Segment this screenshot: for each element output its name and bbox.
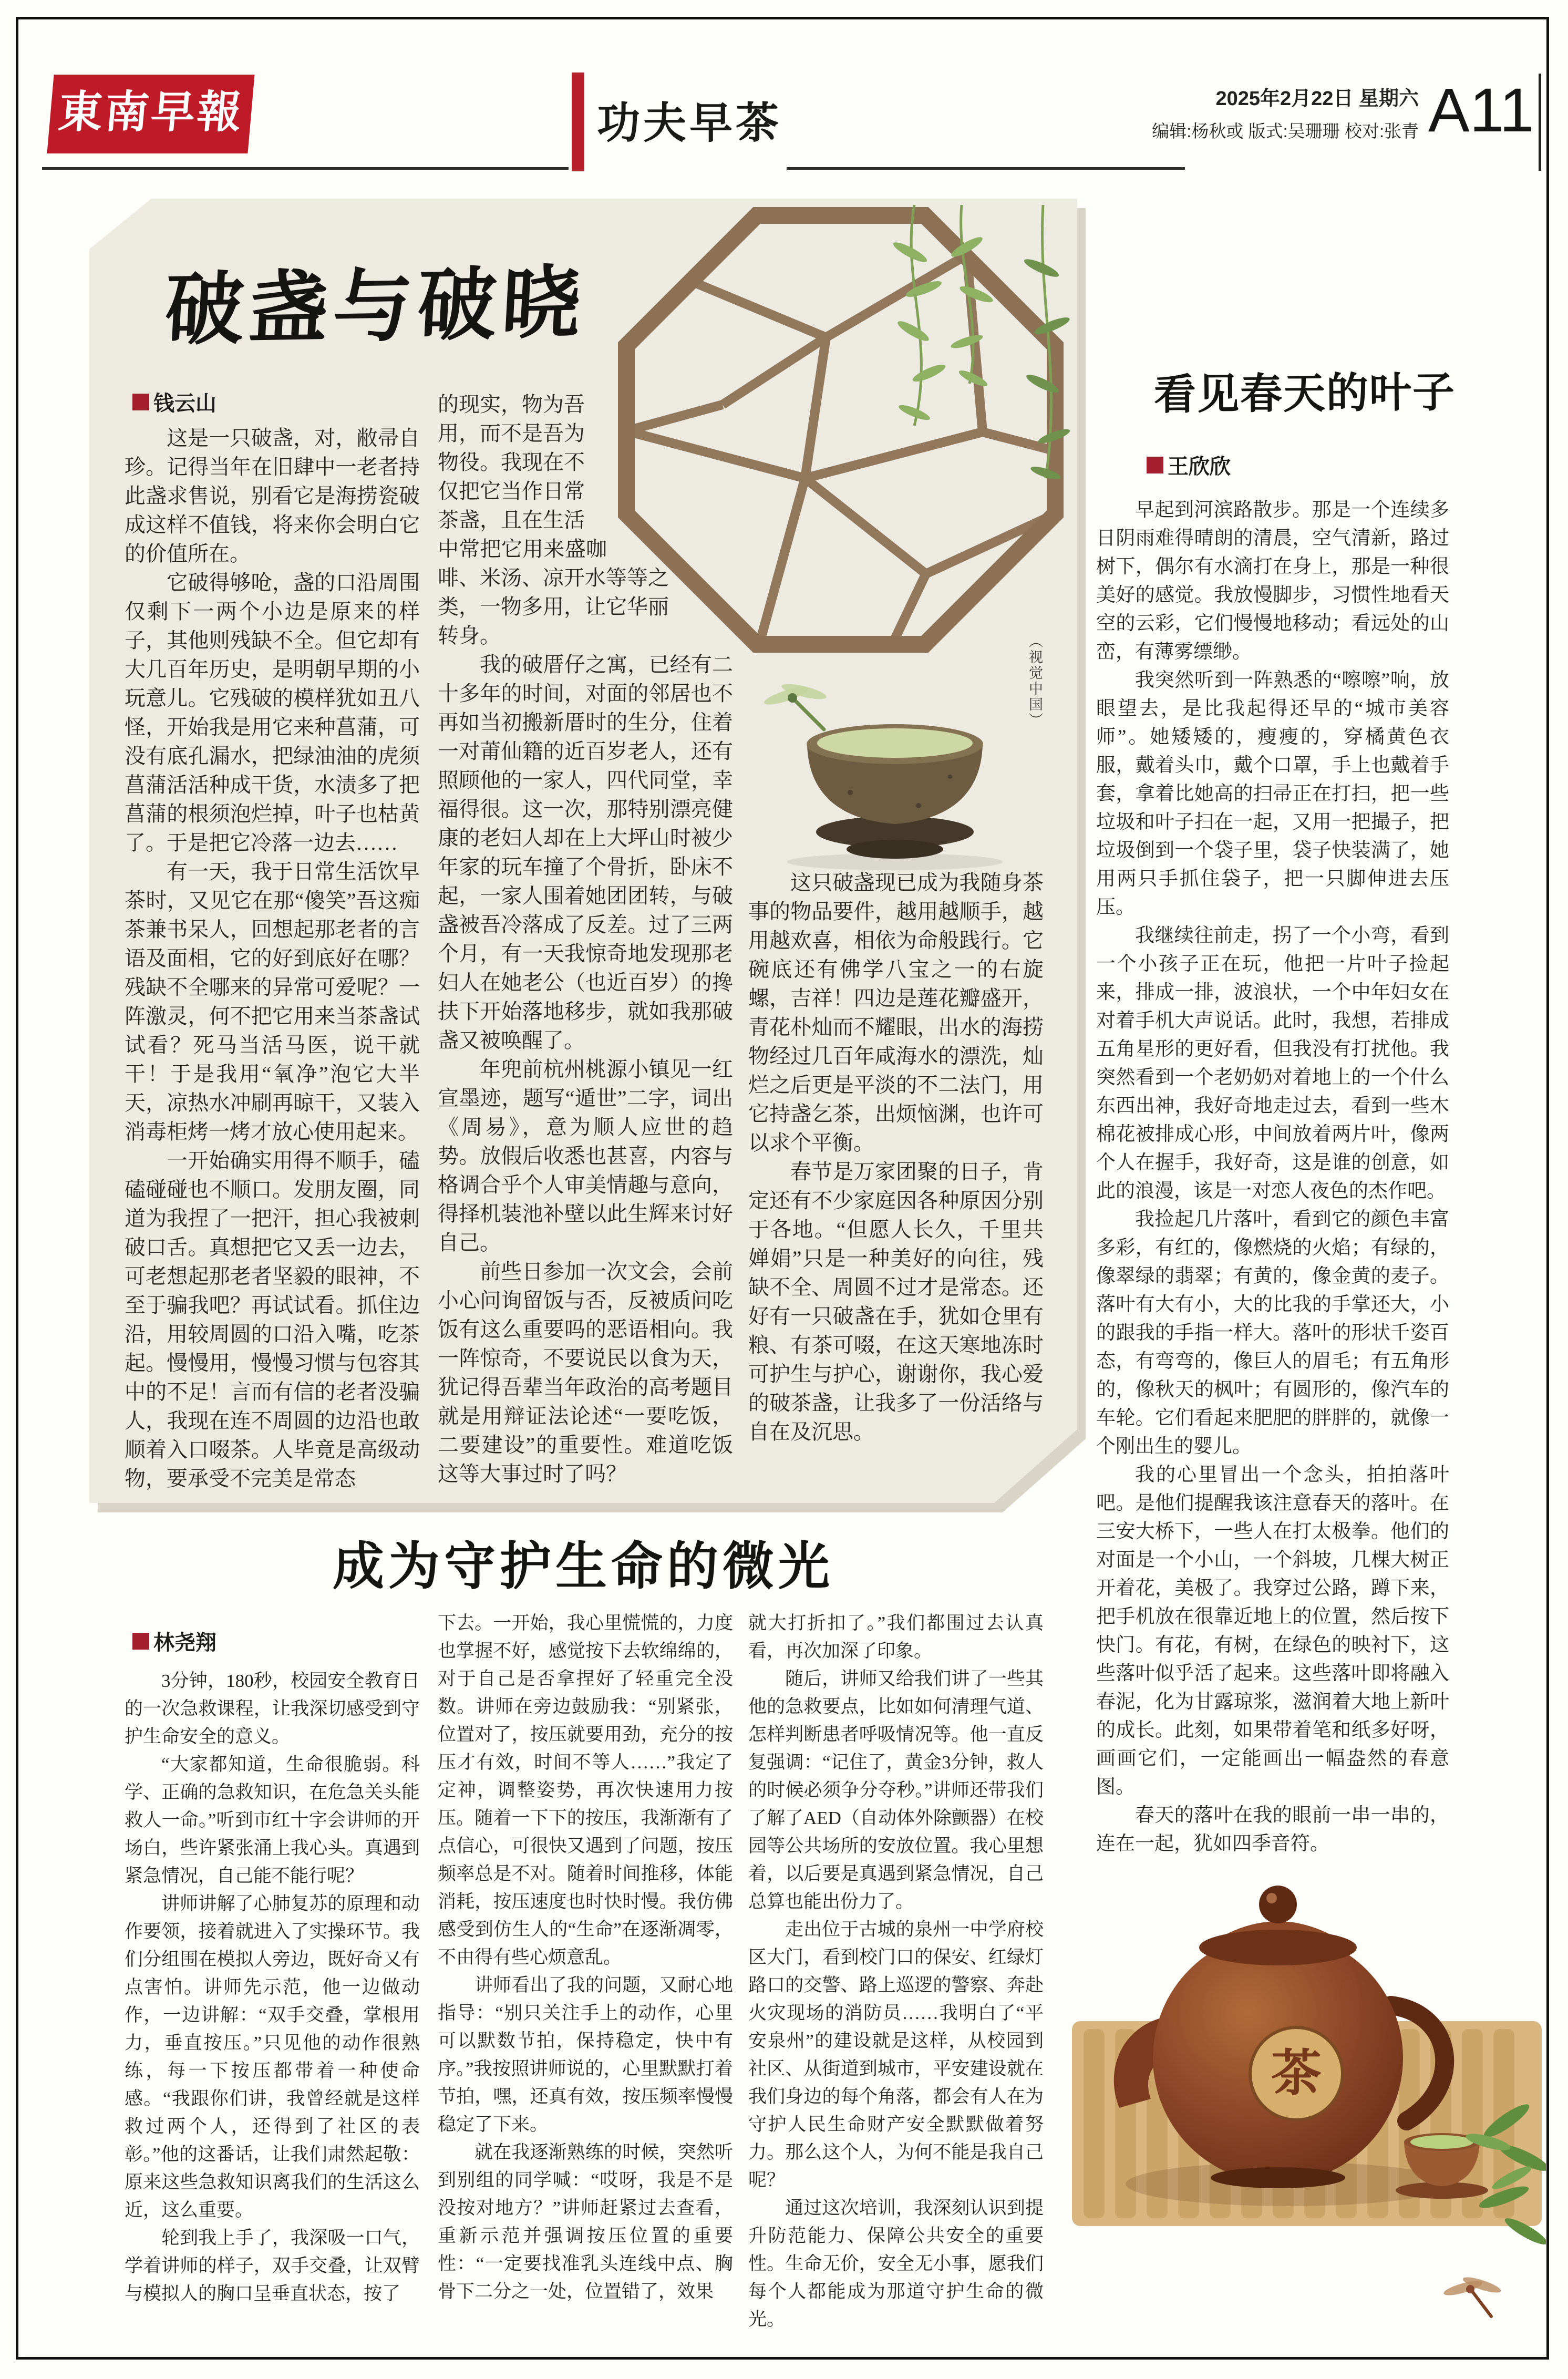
text-wrap-spacer <box>669 563 733 621</box>
paragraph: 随后，讲师又给我们讲了一些其他的急救要点，比如如何清理气道、怎样判断患者呼吸情况等。他一直反复强调：“记住了，黄金3分钟，救人的时候必须争分夺秒。”讲师还带我们了解了AED（自动体外除颤器）在校园等公共场所的安放位置。我心里想着，以后要是真遇到紧急情况，自己总算也能出份力了。 <box>748 1669 1044 1912</box>
text-wrap-spacer <box>607 534 733 563</box>
photo-credit-caption: （视觉中国） <box>1027 634 1043 728</box>
article1-title: 破盏与破晓 <box>162 260 589 355</box>
paragraph: 就大打折扣了。”我们都围过去认真看，再次加深了印象。 <box>748 1613 1044 1661</box>
article3-author <box>132 1626 216 1656</box>
author-bullet-icon <box>1147 457 1163 473</box>
article3-column-3 <box>748 1609 1044 2333</box>
teapot-illustration <box>1068 1848 1546 2336</box>
paragraph: 走出位于古城的泉州一中学府校区大门，看到校门口的保安、红绿灯路口的交警、路上巡逻的警察、奔赴火灾现场的消防员……我明白了“平安泉州”的建设就是这样，从校园到社区、从街道到城市，平安建设就在我们身边的每个角落，都会有人在为守护人民生命财产安全默默做着努力。那么这个人，为何不能是我自己呢？ <box>748 1919 1044 2190</box>
paragraph: 轮到我上手了，我深吸一口气，学着讲师的样子，双手交叠，让双臂与模拟人的胸口呈垂直状态，按了 <box>125 2228 420 2304</box>
author-bullet-icon <box>132 1633 149 1650</box>
newspaper-logo: 東南早報 <box>47 75 254 153</box>
text-wrap-spacer <box>585 390 733 534</box>
paragraph: 早起到河滨路散步。那是一个连续多日阴雨难得晴朗的清晨，空气清新，路过树下，偶尔有水滴打在身上，那是一种很美好的感觉。我放慢脚步，习惯性地看天空的云彩，它们慢慢地移动；看远处的山峦，有薄雾缥缈。 <box>1096 499 1449 663</box>
paragraph: 一开始确实用得不顺手，磕磕碰碰也不顺口。发朋友圈，同道为我捏了一把汗，担心我被刺破口舌。真想把它又丢一边去，可老想起那老者坚毅的眼神，不至于骗我吧？再试试看。抓住边沿，用较周圆的口沿入嘴，吃茶起。慢慢用，慢慢习惯与包容其中的不足！言而有信的老者没骗人，我现在连不周圆的边沿也敢顺着入口啜茶。人毕竟是高级动物，要承受不完美是常态 <box>125 1149 420 1490</box>
page-number-rule <box>1539 74 1541 171</box>
teacup-illustration <box>745 651 1039 877</box>
article2-body <box>1096 496 1449 1858</box>
paragraph: 下去。一开始，我心里慌慌的，力度也掌握不好，感觉按下去软绵绵的，对于自己是否拿捏好了轻重完全没数。讲师在旁边鼓励我：“别紧张，位置对了，按压就要用劲，充分的按压才有效，时间不等人……”我定了定神，调整姿势，再次快速用力按压。随着一下下的按压，我渐渐有了点信心，可很快又遇到了问题，按压频率总是不对。随着时间推移，体能消耗，按压速度也时快时慢。我仿佛感受到仿生人的“生命”在逐渐凋零，不由得有些心烦意乱。 <box>438 1613 733 1968</box>
paragraph: 3分钟，180秒，校园安全教育日的一次急救课程，让我深切感受到守护生命安全的意义。 <box>125 1671 420 1747</box>
section-red-bar <box>572 73 584 171</box>
paragraph: 我的破厝仔之寓，已经有二十多年的时间，对面的邻居也不再如当初搬新厝时的生分，住着一对莆仙籍的近百岁老人，还有照顾他的一家人，四代同堂，幸福得很。这一次，那特别漂亮健康的老妇人却在上大坪山时被少年家的玩车撞了个骨折，卧床不起，一家人围着她团团转，与破盏被吾冷落成了反差。过了三两个月，有一天我惊奇地发现那老妇人在她老公（也近百岁）的搀扶下开始落地移步，就如我那破盏又被唤醒了。 <box>438 653 733 1052</box>
article2-author <box>1147 450 1231 480</box>
paragraph: 我继续往前走，拐了一个小弯，看到一个小孩子正在玩，他把一片叶子捡起来，排成一排，波浪状，一个中年妇女在对着手机大声说话。此时，我想，若排成五角星形的更好看，但我没有打扰他。我突然看到一个老奶奶对着地上的一个什么东西出神，我好奇地走过去，看到一些木棉花被排成心形，中间放着两片叶，像两个人在握手，我好奇，这是谁的创意，如此的浪漫，该是一对恋人夜色的杰作吧。 <box>1096 925 1449 1202</box>
article3-column-2 <box>438 1609 733 2305</box>
paragraph: 这是一只破盏，对，敝帚自珍。记得当年在旧肆中一老者持此盏求售说，别看它是海捞瓷破成这样不值钱，将来你会明白它的价值所在。 <box>125 426 420 565</box>
article1-column-3 <box>748 868 1044 1446</box>
paragraph: 前些日参加一次文会，会前小心问询留饭与否，反被质问吃饭有这么重要吗的恶语相向。我一阵惊奇，不要说民以食为天，犹记得吾辈当年政治的高考题目就是用辩证法论述“一要吃饭，二要建设”的重要性。难道吃饭这等大事过时了吗？ <box>438 1260 733 1486</box>
article1-column-1 <box>125 424 420 1493</box>
paragraph: 讲师讲解了心肺复苏的原理和动作要领，接着就进入了实操环节。我们分组围在模拟人旁边，既好奇又有点害怕。讲师先示范，他一边做动作，一边讲解：“双手交叠，掌根用力，垂直按压。”只见他的动作很熟练，每一下按压都带着一种使命感。“我跟你们讲，我曾经就是这样救过两个人，还得到了社区的表彰。”他的这番话，让我们肃然起敬：原来这些急救知识离我们的生活这么近，这么重要。 <box>125 1893 420 2220</box>
paragraph: 年兜前杭州桃源小镇见一红宣墨迹，题写“遁世”二字，词出《周易》，意为顺人应世的趋势。放假后收悉也甚喜，内容与格调合乎个人审美情趣与意向，得择机装池补壁以此生辉来讨好自己。 <box>438 1057 733 1254</box>
paragraph: 通过这次培训，我深刻认识到提升防范能力、保障公共安全的重要性。生命无价，安全无小事，愿我们每个人都能成为那道守护生命的微光。 <box>748 2198 1044 2330</box>
paragraph: 我的心里冒出一个念头，拍拍落叶吧。是他们提醒我该注意春天的落叶。在三安大桥下，一些人在打太极拳。他们的对面是一个小山，一个斜坡，几棵大树正开着花，美极了。我穿过公路，蹲下来，把手机放在很靠近地上的位置，然后按下快门。有花，有树，在绿色的映衬下，这些落叶似乎活了起来。这些落叶即将融入春泥，化为甘露琼浆，滋润着大地上新叶的成长。此刻，如果带着笔和纸多好呀，画画它们，一定能画出一幅盎然的春意图。 <box>1096 1464 1449 1798</box>
paragraph: “大家都知道，生命很脆弱。科学、正确的急救知识，在危急关头能救人一命。”听到市红十字会讲师的开场白，些许紧张涌上我心头。真遇到紧急情况，自己能不能行呢？ <box>125 1754 420 1886</box>
author-name: 钱云山 <box>153 392 216 415</box>
article2-title: 看见春天的叶子 <box>1153 369 1456 419</box>
author-bullet-icon <box>132 394 149 410</box>
editor-credits: 编辑:杨秋或 版式:吴珊珊 校对:张青 <box>1152 121 1419 141</box>
paragraph: 有一天，我于日常生活饮早茶时，又见它在那“傻笑”吾这痴茶兼书呆人，回想起那老者的言语及面相，它的好到底好在哪？残缺不全哪来的异常可爱呢？一阵激灵，何不把它用来当茶盏试试看？死马当活马医，说干就干！于是我用“氧净”泡它大半天，凉热水冲刷再晾干，又装入消毒柜烤一烤才放心使用起来。 <box>125 860 420 1144</box>
publication-date: 2025年2月22日 星期六 <box>1215 88 1419 110</box>
article1-column-2 <box>438 390 733 1488</box>
paragraph: 就在我逐渐熟练的时候，突然听到别组的同学喊：“哎呀，我是不是没按对地方？”讲师赶紧过去查看，重新示范并强调按压位置的重要性：“一定要找准乳头连线中点、胸骨下二分之一处，位置错了，效果 <box>438 2142 733 2302</box>
paragraph: 它破得够呛，盏的口沿周围仅剩下一两个小边是原来的样子，其他则残缺不全。但它却有大几百年历史，是明朝早期的小玩意儿。它残破的模样犹如丑八怪，开始我是用它来种菖蒲，可没有底孔漏水，把绿油油的虎须菖蒲活活种成干货，水渍多了把菖蒲的根须泡烂掉，叶子也枯黄了。于是把它冷落一边去…… <box>125 571 420 854</box>
paragraph: 春节是万家团聚的日子，肯定还有不少家庭因各种原因分别于各地。“但愿人长久，千里共婵娟”只是一种美好的向往，残缺不全、周圆不过才是常态。还好有一只破盏在手，犹如仓里有粮、有茶可啜，在这天寒地冻时可护生与护心，谢谢你，我心爱的破茶盏，让我多了一份活络与自在及沉思。 <box>748 1160 1044 1444</box>
paragraph: 的现实，物为吾用，而不是吾为物役。我现在不仅把它当作日常茶盏，且在生活中常把它用来盛咖啡、米汤、凉开水等等之类，一物多用，让它华丽转身。 <box>438 393 669 647</box>
article3-title: 成为守护生命的微光 <box>332 1539 834 1595</box>
author-name: 王欣欣 <box>1168 455 1231 478</box>
paragraph: 春天的落叶在我的眼前一串一串的，连在一起，犹如四季音符。 <box>1096 1805 1449 1855</box>
paragraph: 我捡起几片落叶，看到它的颜色丰富多彩，有红的，像燃烧的火焰；有绿的，像翠绿的翡翠；有黄的，像金黄的麦子。落叶有大有小，大的比我的手掌还大，小的跟我的手指一样大。落叶的形状千姿百态，有弯弯的，像巨人的眉毛；有五角形的，像秋天的枫叶；有圆形的，像汽车的车轮。它们看起来肥肥的胖胖的，就像一个刚出生的婴儿。 <box>1096 1209 1449 1457</box>
dragonfly-icon <box>762 681 828 729</box>
paragraph: 讲师看出了我的问题，又耐心地指导：“别只关注手上的动作，心里可以默数节拍，保持稳定，快中有序。”我按照讲师说的，心里默默打着节拍，嘿，还真有效，按压频率慢慢稳定了下来。 <box>438 1975 733 2135</box>
author-name: 林尧翔 <box>153 1631 216 1654</box>
paragraph: 这只破盏现已成为我随身茶事的物品要件，越用越顺手，越用越欢喜，相依为命般践行。它碗底还有佛学八宝之一的右旋螺，吉祥！四边是莲花瓣盛开，青花朴灿而不耀眼，出水的海捞物经过几百年咸海水的漂洗，灿烂之后更是平淡的不二法门，用它持盏乞茶，出烦恼渊，也许可以求个平衡。 <box>748 871 1044 1155</box>
paragraph: 我突然听到一阵熟悉的“嚓嚓”响，放眼望去，是比我起得还早的“城市美容师”。她矮矮的，瘦瘦的，穿橘黄色衣服，戴着头巾，戴个口罩，手上也戴着手套，拿着比她高的扫帚正在打扫，把一些垃圾和叶子扫在一起，又用一把撮子，把垃圾倒到一个袋子里，袋子快装满了，她用两只手抓住袋子，把一只脚伸进去压压。 <box>1096 670 1449 918</box>
article3-column-1 <box>125 1667 420 2308</box>
article1-author <box>132 387 216 417</box>
header-rule-right <box>787 167 1185 170</box>
page-number: A11 <box>1428 76 1534 145</box>
section-title: 功夫早茶 <box>597 99 782 147</box>
header-rule-left <box>42 167 569 170</box>
dragonfly-icon <box>1442 2274 1502 2316</box>
medallion-character: 茶 <box>1271 2045 1322 2102</box>
